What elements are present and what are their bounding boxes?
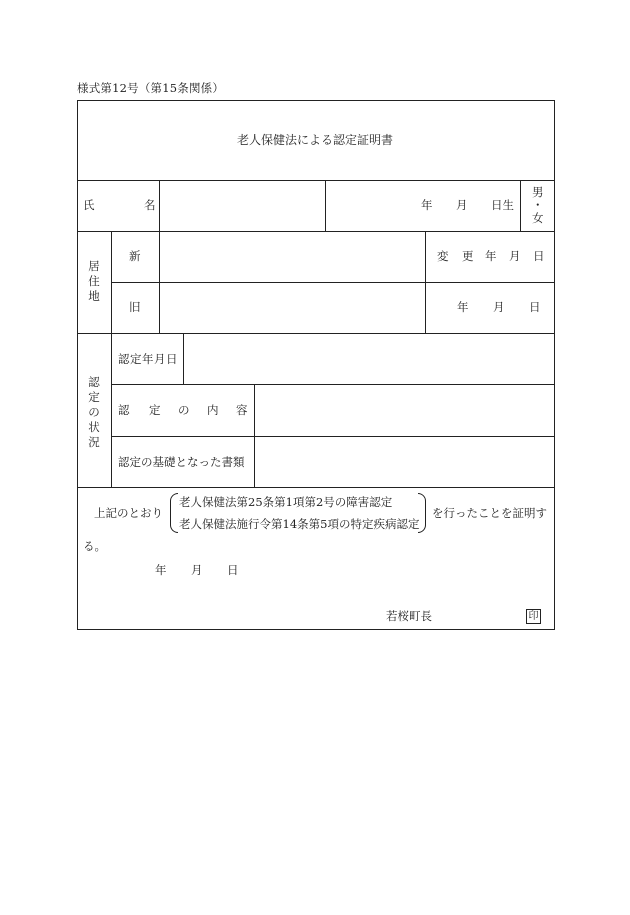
document-title: 老人保健法による認定証明書 [236, 133, 393, 147]
rule-title-bottom [77, 180, 555, 181]
change-date-char: 年 [485, 249, 497, 263]
status-label-char: 況 [88, 435, 100, 449]
birth-month-label: 月 [456, 198, 468, 212]
issue-day-label: 日 [227, 563, 239, 577]
status-label-char: 定 [88, 390, 100, 404]
form-number: 様式第12号（第15条関係） [77, 81, 225, 95]
left-brace [170, 493, 178, 533]
right-brace [418, 493, 426, 533]
rule-cert-date-label-right [183, 333, 184, 384]
rule-residence-sublabel-right [159, 231, 160, 333]
content-label-char: の [178, 403, 190, 417]
birth-year-label: 年 [421, 198, 433, 212]
rule-name-label-right [159, 180, 160, 231]
cert-option-specific-disease: 老人保健法施行令第14条第5項の特定疾病認定 [179, 517, 420, 531]
content-label-char: 定 [149, 403, 161, 417]
cert-option-disability: 老人保健法第25条第1項第2号の障害認定 [179, 495, 393, 509]
change-date-char: 日 [533, 249, 545, 263]
old-day-label: 日 [529, 300, 541, 314]
cert-date-label: 認定年月日 [118, 352, 178, 366]
rule-status-label-right [111, 333, 112, 487]
issue-year-label: 年 [155, 563, 167, 577]
name-label-first: 氏 [83, 198, 95, 212]
rule-status-bottom [77, 487, 555, 488]
rule-status-2 [111, 436, 555, 437]
rule-content-label-right [254, 384, 255, 487]
content-label-char: 内 [207, 403, 219, 417]
birth-day-label: 日生 [491, 198, 514, 212]
cert-continuation: る。 [83, 539, 106, 553]
cert-suffix: を行ったことを証明す [432, 506, 547, 520]
status-label-char: 状 [88, 420, 100, 434]
cert-prefix: 上記のとおり [94, 506, 163, 520]
content-label-char: 容 [236, 403, 248, 417]
rule-birth-right [520, 180, 521, 231]
issue-month-label: 月 [191, 563, 203, 577]
gender-dot: ・ [532, 198, 544, 212]
old-year-label: 年 [457, 300, 469, 314]
rule-name-bottom [77, 231, 555, 232]
content-label-char: 認 [118, 403, 130, 417]
rule-status-1 [111, 384, 555, 385]
status-label [87, 375, 101, 450]
gender-male: 男 [532, 185, 544, 199]
basis-documents-label: 認定の基礎となった書類 [118, 455, 245, 469]
rule-residence-bottom [77, 333, 555, 334]
rule-residence-label-right [111, 231, 112, 333]
residence-label-char: 住 [88, 274, 100, 288]
seal-stamp: 印 [526, 609, 541, 624]
name-label-second: 名 [144, 198, 156, 212]
residence-label-char: 地 [88, 289, 100, 303]
change-date-char: 更 [462, 249, 474, 263]
rule-name-value-right [325, 180, 326, 231]
status-label-char: 認 [88, 375, 100, 389]
status-label-char: の [88, 405, 100, 419]
residence-label-char: 居 [88, 259, 100, 273]
old-month-label: 月 [493, 300, 505, 314]
residence-label [87, 259, 101, 304]
residence-old-label: 旧 [129, 300, 141, 314]
change-date-char: 月 [509, 249, 521, 263]
rule-residence-date-left [425, 231, 426, 333]
residence-new-label: 新 [129, 249, 141, 263]
gender-female: 女 [532, 211, 544, 225]
change-date-char: 変 [437, 249, 449, 263]
rule-residence-mid [111, 282, 555, 283]
issuer-title: 若桜町長 [386, 609, 432, 623]
